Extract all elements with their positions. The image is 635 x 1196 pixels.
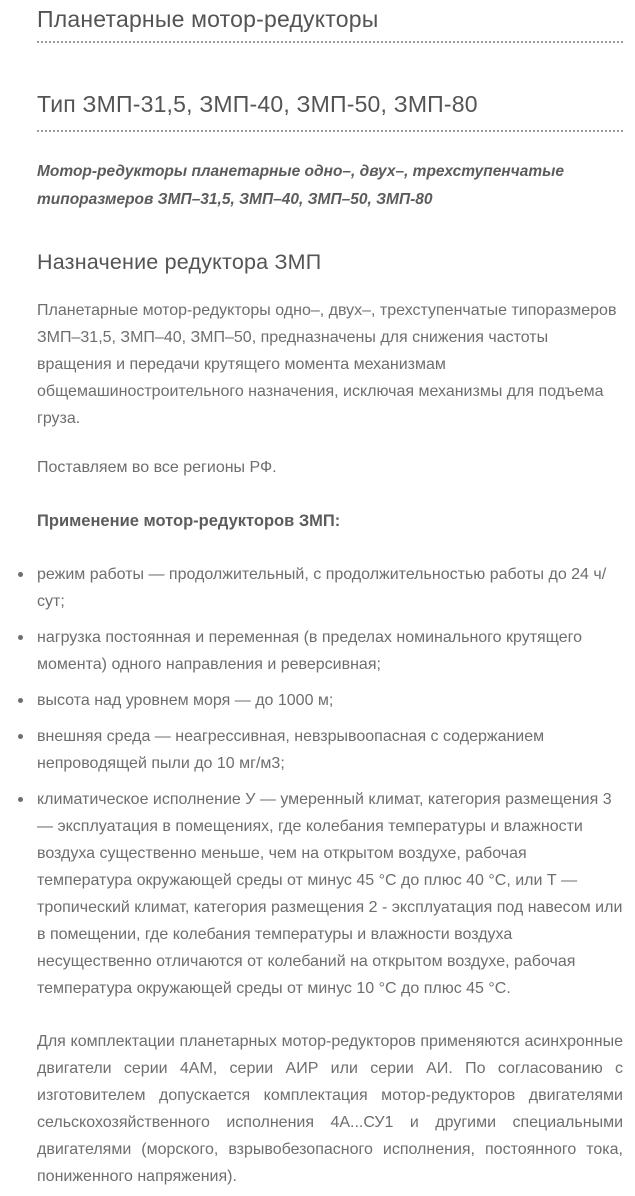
dotted-divider-subtitle xyxy=(37,130,623,132)
page-subtitle: Тип ЗМП-31,5, ЗМП-40, ЗМП-50, ЗМП-80 xyxy=(37,90,478,117)
paragraph-supply: Для комплектации планетарных мотор-редукторов применяются асинхронные двигатели серии 4АМ, серии АИР или серии АИ. По согласованию с изготовителем допускается комплектация мотор-редукторов двигателями сельскохозяйственного исполнения 4А...СУ1 и другими специальными двигателями (морского, взрывобезопасного исполнения, постоянного тока, пониженного напряжения). xyxy=(37,1033,623,1186)
paragraph-delivery: Поставляем во все регионы РФ. xyxy=(37,459,277,477)
subtitle-block xyxy=(37,90,623,132)
dotted-divider-top xyxy=(37,41,623,43)
bullet-item-altitude: высота над уровнем моря — до 1000 м; xyxy=(37,687,623,714)
section-heading-purpose: Назначение редуктора ЗМП xyxy=(37,249,322,274)
lead-summary: Мотор-редукторы планетарные одно–, двух–, трехступенчатые типоразмеров ЗМП–31,5, ЗМП–40, ЗМП–50, ЗМП-80 xyxy=(37,162,564,208)
application-heading: Применение мотор-редукторов ЗМП: xyxy=(37,512,341,531)
application-bullet-list xyxy=(37,561,623,1002)
page-title: Планетарные мотор-редукторы xyxy=(37,6,379,32)
bullet-item-climate: климатическое исполнение У — умеренный климат, категория размещения 3 — эксплуатация в помещениях, где колебания температуры и влажности воздуха существенно меньше, чем на открытом воздухе, рабочая температура окружающей среды от минус 45 °С до плюс 40 °С, или Т — тропический климат, категория размещения 2 - эксплуатация под навесом или в помещении, где колебания температуры и влажности воздуха несущественно отличаются от колебаний на открытом воздухе, рабочая температура окружающей среды от минус 10 °С до плюс 45 °С. xyxy=(37,786,623,1002)
bullet-item-load: нагрузка постоянная и переменная (в пределах номинального крутящего момента) одного направления и реверсивная; xyxy=(37,624,623,678)
bullet-item-work-mode: режим работы — продолжительный, с продолжительностью работы до 24 ч/сут; xyxy=(37,561,623,615)
paragraph-purpose: Планетарные мотор-редукторы одно–, двух–, трехступенчатые типоразмеров ЗМП–31,5, ЗМП–40, ЗМП–50, предназначены для снижения частоты вращения и передачи крутящего момента механизмам общемашиностроительного назначения, исключая механизмы для подъема груза. xyxy=(37,302,617,428)
bullet-item-environment: внешняя среда — неагрессивная, невзрывоопасная с содержанием непроводящей пыли до 10 мг/м3; xyxy=(37,723,623,777)
